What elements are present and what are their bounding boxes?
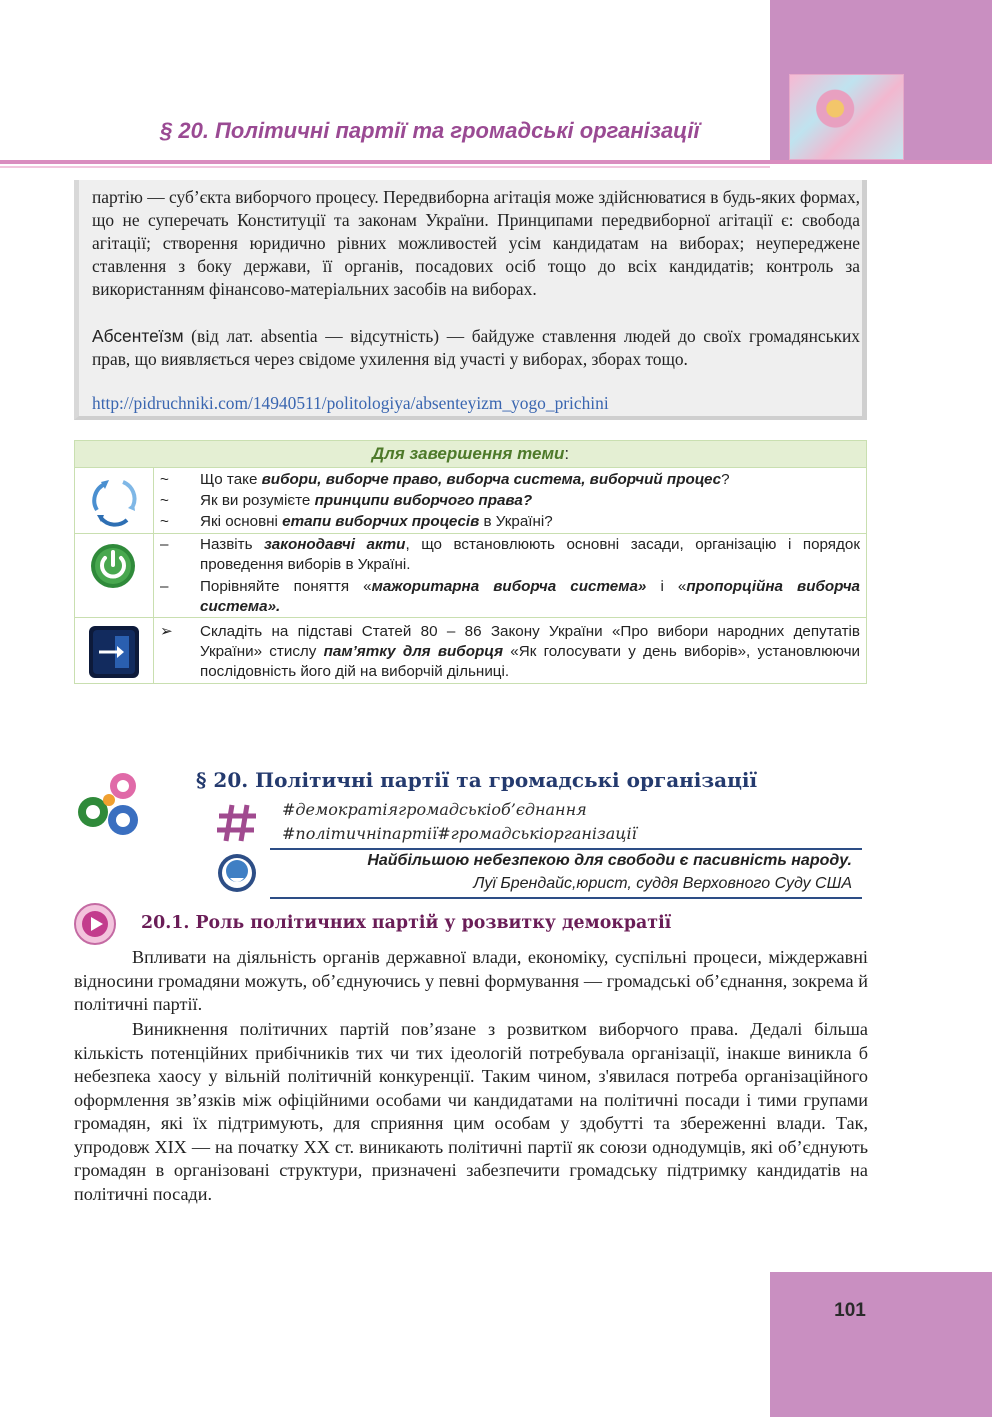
- hashtag-line: #політичніпартії#громадськіорганізації: [282, 824, 637, 843]
- definition-absenteeism: [92, 325, 860, 371]
- review-row-tasks: [75, 534, 866, 618]
- review-row-project: [75, 618, 866, 684]
- review-title: Для завершення теми: [371, 444, 565, 463]
- epigraph-underline: [270, 897, 862, 899]
- speech-bubble-icon: [216, 852, 258, 894]
- review-row-icon-cell: [75, 534, 154, 617]
- review-row-icon-cell: [75, 468, 154, 533]
- reference-link[interactable]: http://pidruchniki.com/14940511/politologiya/absenteyizm_yogo_prichini: [92, 393, 609, 413]
- header-divider-light: [0, 166, 770, 168]
- gears-icon: [75, 770, 145, 838]
- review-table: [74, 440, 867, 684]
- review-table-header: [75, 441, 866, 468]
- review-row-questions: ~ Що таке вибори, виборче право, виборча система, виборчий процес? ~ Як ви розумієте принципи виборчого права? ~ Які основні етапи виборчих процесів в Україні?: [75, 468, 866, 534]
- review-item: – Порівняйте поняття «мажоритарна виборча система» і «пропорційна виборча система».: [160, 578, 861, 615]
- recycle-arrows-icon: [75, 468, 154, 534]
- definition-term: Абсентеїзм: [92, 326, 184, 346]
- header-divider: [0, 160, 992, 164]
- play-icon: [73, 902, 117, 946]
- footer-accent-band: [770, 1272, 992, 1417]
- power-icon: [75, 534, 154, 618]
- body-paragraph: Виникнення політичних партій пов’язане з розвитком виборчого права. Дедалі більша кількість потенційних прибічників тих чи тих ідеологій потребувала організації, інакше виникла б небезпека хаосу у вільній політичній конкуренції. Таким чином, з'явилася потреба організаційного оформлення зв’язків між офіційними особами чи кандидатами на політичні посади і тими групами громадян, які їх підтримують, для сприяння цим особам у здобутті та збереженні влади. Так, упродовж XIX — на початку XX ст. виникають політичні партії як союзи однодумців, які об’єднують громадян в організовані структури, призначені забезпечити громадську підтримку кандидатів на політичні посади.: [74, 1019, 868, 1204]
- epigraph-quote: Найбільшою небезпекою для свободи є пасивність народу.: [367, 852, 852, 869]
- review-item: ➢ Складіть на підставі Статей 80 – 86 Закону України «Про вибори народних депутатів України» стислу пам’ятку для виборця «Як голосувати у день виборів», установлюючи послідовність його дій на виборчій дільниці.: [160, 623, 860, 680]
- section-title: § 20. Політичні партії та громадські організації: [196, 768, 758, 792]
- running-header-title: § 20. Політичні партії та громадські організації: [160, 118, 700, 143]
- review-row-icon-cell: [75, 618, 154, 684]
- exit-door-icon: [75, 618, 154, 684]
- review-title-colon: :: [564, 444, 570, 463]
- review-item: – Назвіть законодавчі акти, що встановлюють основні засади, організацію і порядок проведення виборів в Україні.: [160, 536, 860, 573]
- body-paragraph: Впливати на діяльність органів державної влади, економіку, суспільні процеси, міждержавні відносини громадяни можуть, об’єднуючись у певні формування — громадські об’єднання, зокрема й політичні партії.: [74, 947, 868, 1014]
- page-number: 101: [834, 1300, 866, 1321]
- hashtag-line: #демократіягромадськіоб’єднання: [282, 800, 587, 819]
- header-thumbnail-image: [789, 74, 904, 160]
- subsection-title: 20.1. Роль політичних партій у розвитку демократії: [141, 913, 672, 933]
- epigraph-author: Луї Брендайс,юрист, суддя Верховного Суду США: [473, 875, 852, 892]
- hashtag-icon: [216, 803, 258, 843]
- definition-paragraph: партію — суб’єкта виборчого процесу. Передвиборна агітація може здійснюватися в будь-яких формах, що не суперечать Конституції та законам України. Принципами передвиборної агітації є: свобода агітації; створення юридично рівних можливостей усім кандидатам на виборах; неупереджене ставлення з боку держави, її органів, посадових осіб тощо до всіх кандидатів; контроль за використанням фінансово-матеріальних засобів на виборах.: [92, 187, 860, 299]
- definitions-box: [74, 180, 867, 420]
- hashtag-underline: [270, 848, 862, 850]
- definition-text: (від лат. absentia — відсутність) — байдуже ставлення людей до своїх громадянських прав, що виявляється через свідоме ухилення від участі у виборах, зборах тощо.: [92, 326, 860, 369]
